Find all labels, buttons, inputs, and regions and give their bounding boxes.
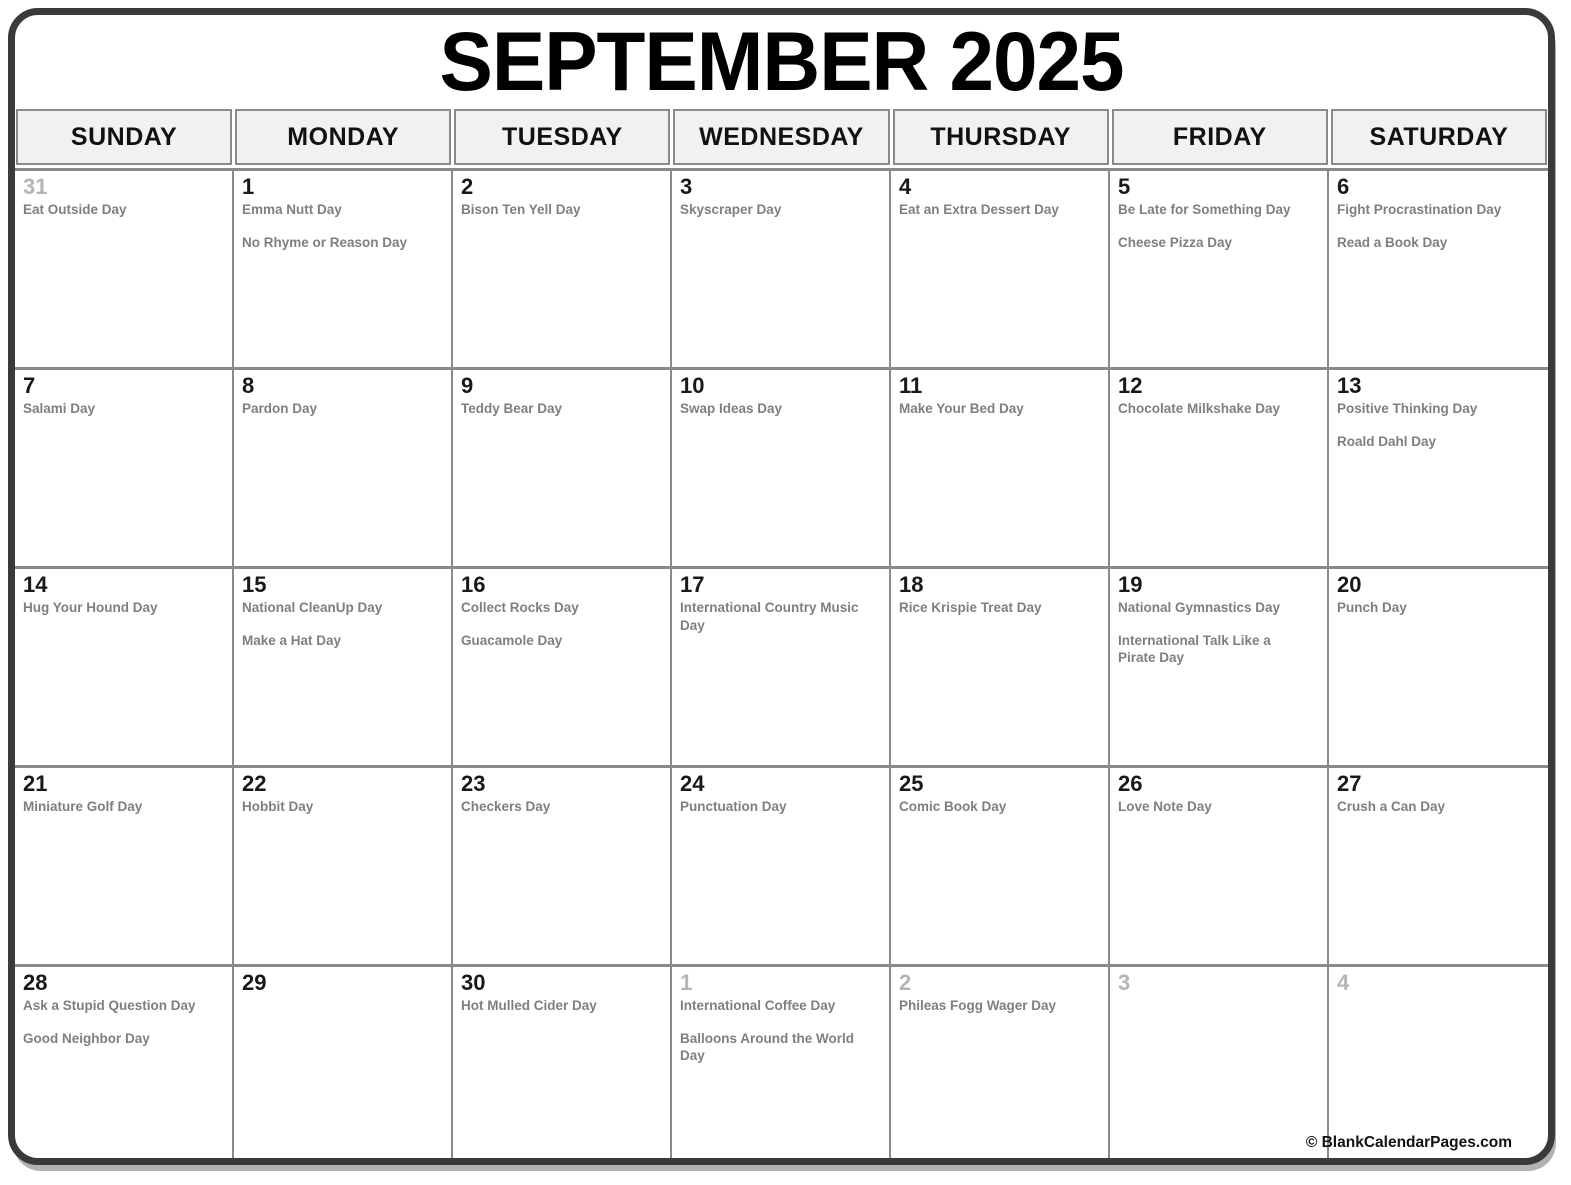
holiday-label: Emma Nutt Day bbox=[242, 202, 342, 218]
day-number: 18 bbox=[899, 572, 924, 597]
day-cell bbox=[891, 566, 1110, 765]
day-number: 27 bbox=[1337, 771, 1362, 796]
day-number: 31 bbox=[23, 174, 48, 199]
holiday-label: Be Late for Something Day bbox=[1118, 202, 1291, 218]
day-cell bbox=[453, 367, 672, 566]
holiday-label: Hot Mulled Cider Day bbox=[461, 998, 597, 1014]
holiday-label: International Coffee Day bbox=[680, 998, 836, 1014]
day-cell bbox=[672, 566, 891, 765]
day-number: 21 bbox=[23, 771, 48, 796]
day-cell bbox=[891, 367, 1110, 566]
day-cell bbox=[1329, 367, 1548, 566]
day-number: 22 bbox=[242, 771, 267, 796]
day-number: 4 bbox=[899, 174, 912, 199]
day-cell bbox=[1329, 168, 1548, 367]
day-cell bbox=[891, 964, 1110, 1163]
day-number: 6 bbox=[1337, 174, 1350, 199]
day-cell bbox=[1110, 168, 1329, 367]
day-number: 2 bbox=[461, 174, 474, 199]
day-number: 4 bbox=[1337, 970, 1350, 995]
day-cell bbox=[672, 367, 891, 566]
day-cell bbox=[1110, 367, 1329, 566]
day-number: 29 bbox=[242, 970, 267, 995]
calendar-title: SEPTEMBER 2025 bbox=[439, 15, 1124, 108]
weekday-header-tuesday: TUESDAY bbox=[454, 109, 670, 165]
day-cell bbox=[453, 765, 672, 964]
holiday-label: Eat an Extra Dessert Day bbox=[899, 202, 1059, 218]
weekday-header-row bbox=[15, 109, 1548, 165]
weekday-header-thursday: THURSDAY bbox=[893, 109, 1109, 165]
holiday-label: Chocolate Milkshake Day bbox=[1118, 401, 1281, 417]
holiday-label: Cheese Pizza Day bbox=[1118, 234, 1233, 250]
day-cell bbox=[15, 168, 234, 367]
holiday-label: Read a Book Day bbox=[1337, 234, 1448, 250]
weekday-header-wednesday: WEDNESDAY bbox=[673, 109, 889, 165]
holiday-label: Guacamole Day bbox=[461, 632, 563, 648]
day-cell bbox=[453, 168, 672, 367]
day-cell bbox=[672, 964, 891, 1163]
holiday-label: Eat Outside Day bbox=[23, 202, 127, 218]
holiday-label: Balloons Around the World Day bbox=[680, 1030, 854, 1064]
holiday-label: Bison Ten Yell Day bbox=[461, 202, 581, 218]
holiday-label: National Gymnastics Day bbox=[1118, 600, 1281, 616]
day-number: 14 bbox=[23, 572, 48, 597]
holiday-label: Punch Day bbox=[1337, 600, 1407, 616]
footer-credit: © BlankCalendarPages.com bbox=[1305, 1134, 1512, 1151]
day-cell bbox=[672, 168, 891, 367]
holiday-label: Hug Your Hound Day bbox=[23, 600, 158, 616]
holiday-label: Swap Ideas Day bbox=[680, 401, 783, 417]
day-number: 30 bbox=[461, 970, 486, 995]
day-number: 20 bbox=[1337, 572, 1362, 597]
holiday-label: Love Note Day bbox=[1118, 799, 1212, 815]
holiday-label: Rice Krispie Treat Day bbox=[899, 600, 1042, 616]
day-cell bbox=[891, 168, 1110, 367]
day-cell bbox=[15, 367, 234, 566]
day-number: 1 bbox=[242, 174, 255, 199]
day-cell bbox=[453, 964, 672, 1163]
holiday-label: Skyscraper Day bbox=[680, 202, 782, 218]
holiday-label: Checkers Day bbox=[461, 799, 551, 815]
holiday-label: No Rhyme or Reason Day bbox=[242, 234, 408, 250]
holiday-label: Comic Book Day bbox=[899, 799, 1007, 815]
day-number: 2 bbox=[899, 970, 912, 995]
holiday-label: Ask a Stupid Question Day bbox=[23, 998, 196, 1014]
day-number: 28 bbox=[23, 970, 48, 995]
day-number: 5 bbox=[1118, 174, 1131, 199]
holiday-label: Make Your Bed Day bbox=[899, 401, 1024, 417]
day-number: 8 bbox=[242, 373, 255, 398]
day-number: 3 bbox=[680, 174, 693, 199]
day-number: 9 bbox=[461, 373, 474, 398]
day-cell bbox=[453, 566, 672, 765]
day-cell bbox=[234, 566, 453, 765]
holiday-label: Collect Rocks Day bbox=[461, 600, 579, 616]
day-number: 16 bbox=[461, 572, 486, 597]
holiday-label: International Talk Like a Pirate Day bbox=[1118, 632, 1271, 666]
day-cell bbox=[1329, 566, 1548, 765]
day-number: 24 bbox=[680, 771, 705, 796]
day-number: 11 bbox=[899, 373, 923, 398]
day-number: 13 bbox=[1337, 373, 1362, 398]
weekday-header-friday: FRIDAY bbox=[1112, 109, 1328, 165]
day-cell bbox=[15, 765, 234, 964]
holiday-label: Make a Hat Day bbox=[242, 632, 342, 648]
day-number: 3 bbox=[1118, 970, 1131, 995]
day-cell bbox=[1110, 765, 1329, 964]
holiday-label: National CleanUp Day bbox=[242, 600, 383, 616]
day-cell bbox=[15, 566, 234, 765]
day-cell bbox=[234, 168, 453, 367]
day-cell bbox=[1110, 566, 1329, 765]
holiday-label: Pardon Day bbox=[242, 401, 318, 417]
holiday-label: Phileas Fogg Wager Day bbox=[899, 998, 1057, 1014]
day-cell bbox=[234, 765, 453, 964]
day-number: 26 bbox=[1118, 771, 1143, 796]
day-number: 10 bbox=[680, 373, 705, 398]
weekday-header-sunday: SUNDAY bbox=[16, 109, 232, 165]
holiday-label: Salami Day bbox=[23, 401, 96, 417]
weekday-header-monday: MONDAY bbox=[235, 109, 451, 165]
calendar-grid bbox=[15, 168, 1548, 1163]
holiday-label: Good Neighbor Day bbox=[23, 1030, 150, 1046]
day-cell bbox=[672, 765, 891, 964]
calendar-frame bbox=[8, 8, 1555, 1165]
day-number: 25 bbox=[899, 771, 924, 796]
holiday-label: Punctuation Day bbox=[680, 799, 787, 815]
day-cell bbox=[234, 964, 453, 1163]
day-number: 1 bbox=[680, 970, 693, 995]
holiday-label: Roald Dahl Day bbox=[1337, 433, 1437, 449]
day-number: 17 bbox=[680, 572, 705, 597]
day-number: 23 bbox=[461, 771, 486, 796]
day-cell bbox=[1329, 765, 1548, 964]
day-number: 12 bbox=[1118, 373, 1143, 398]
day-number: 7 bbox=[23, 373, 36, 398]
holiday-label: Crush a Can Day bbox=[1337, 799, 1446, 815]
holiday-label: Hobbit Day bbox=[242, 799, 314, 815]
day-number: 19 bbox=[1118, 572, 1143, 597]
holiday-label: Positive Thinking Day bbox=[1337, 401, 1478, 417]
day-cell bbox=[15, 964, 234, 1163]
holiday-label: Miniature Golf Day bbox=[23, 799, 143, 815]
day-cell bbox=[1110, 964, 1329, 1163]
day-cell bbox=[234, 367, 453, 566]
holiday-label: International Country Music Day bbox=[680, 600, 859, 633]
weekday-header-saturday: SATURDAY bbox=[1331, 109, 1547, 165]
day-cell bbox=[891, 765, 1110, 964]
day-number: 15 bbox=[242, 572, 267, 597]
holiday-label: Teddy Bear Day bbox=[461, 401, 563, 417]
holiday-label: Fight Procrastination Day bbox=[1337, 202, 1502, 218]
